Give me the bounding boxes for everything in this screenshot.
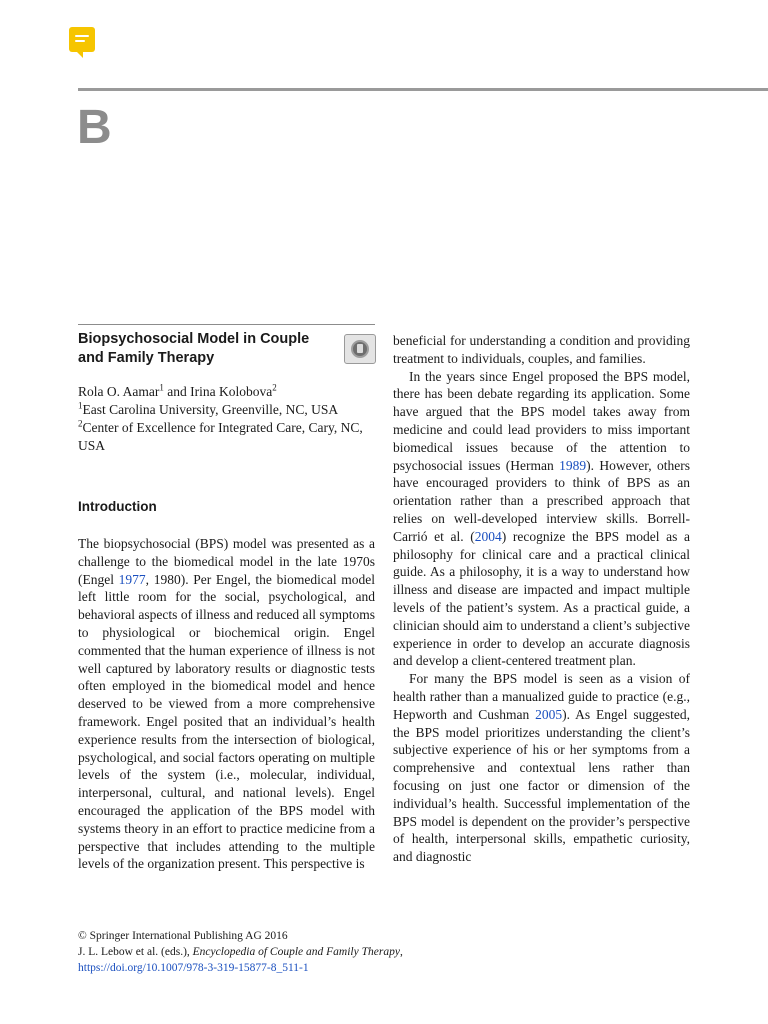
section-letter: B [77,101,112,154]
citation [78,944,498,960]
author-name: Irina Kolobova [190,384,273,399]
citation-link[interactable]: 1989 [559,457,587,473]
affiliation [78,419,378,455]
citation-link[interactable]: 1977 [118,571,146,587]
citation-link[interactable]: 2005 [535,706,563,722]
affiliation-text: Center of Excellence for Integrated Care, Cary, NC, USA [78,420,363,453]
affiliation-text: East Carolina University, Greenville, NC, USA [82,402,339,417]
affiliation [78,401,378,419]
paragraph-text: For many the BPS model is seen as a vision of health rather than a manualized guide to practice (e.g., Hepworth and Cushman [393,671,690,722]
citation-prefix: J. L. Lebow et al. (eds.), [78,946,193,958]
note-line [75,40,85,42]
author-joiner: and [163,384,191,399]
affiliation-sup: 1 [78,400,83,411]
section-heading: Introduction [78,499,157,514]
header-rule [78,88,768,91]
article-title: Biopsychosocial Model in Couple and Family Therapy [78,331,310,366]
author-name: Rola O. Aamar [78,384,160,399]
paragraph [393,670,690,866]
citation-title: Encyclopedia of Couple and Family Therapy [192,946,400,958]
right-column [393,332,690,866]
doi-link[interactable]: https://doi.org/10.1007/978-3-319-15877-8_511-1 [78,962,309,974]
paragraph-text: ). As Engel suggested, the BPS model prioritizes understanding the client’s subjective experience of his or her symptoms from a comprehensive and contextual lens rather than focusing on just one factor or dimension of the individual’s health. Successful implementation of the BPS model is dependent on the provider’s perspective of health, interpersonal skills, empathetic curiosity, and diagnostic [393,706,690,865]
copyright: © Springer International Publishing AG 2016 [78,930,288,942]
title-rule [78,324,375,325]
affiliation-sup: 2 [78,418,83,429]
footer [78,928,498,976]
comment-note-icon[interactable] [69,27,95,52]
paragraph [393,368,690,671]
citation-suffix: , [399,946,403,958]
left-column [78,535,375,873]
paragraph-text: In the years since Engel proposed the BPS model, there has been debate regarding its application. Some have argued that the BPS model takes away from medicine and could lead providers to miss important biomedical issues because of the attention to psychosocial issues (Herman [393,368,690,473]
citation-link[interactable]: 2004 [474,528,502,544]
author-block [78,383,378,455]
author-sup: 2 [272,382,277,393]
paragraph [78,535,375,873]
paragraph-text: , 1980). Per Engel, the biomedical model left little room for the social, psychological, and behavioral aspects of illness and reduced all symptoms to physiological or biochemical origin. Engel commented that the human experience of illness is not well captured by laboratory results or diagnostic tests often employed in the biomedical model and hence deserved to be viewed from a more comprehensive framework. Engel posited that an individual’s health experience results from the intersection of biological, psychological, and social factors operating on multiple levels of the system (i.e., molecular, individual, interpersonal, cultural, and national levels). Engel encouraged the application of the BPS model with systems theory in an effort to practice medicine from a perspective that includes attending to the multiple levels of the organization present. This perspective is [78,571,375,872]
note-line [75,35,89,37]
paragraph-text: The biopsychosocial (BPS) model was presented as a challenge to the biomedical model in the late 1970s (Engel [78,536,375,587]
author-sup: 1 [159,382,164,393]
note-tail [77,52,83,58]
paragraph-text: ). However, others have encouraged providers to think of BPS as an orientation rather than a prescribed approach that relies on well-developed interview skills. Borrell-Carrió et al. ( [393,457,690,544]
paragraph-text: ) recognize the BPS model as a philosophy for clinical care and a practical clinical guide. As a philosophy, it is a way to understand how illness and disease are impacted and impact multiple levels of the patient’s system. As a practical guide, a clinician should aim to understand a client’s subjective experience in order to develop an accurate diagnosis and develop a client-centered treatment plan. [393,528,690,669]
crossmark-bar [357,344,363,353]
author-line [78,383,378,401]
paragraph: beneficial for understanding a condition and providing treatment to individuals, couples, and families. [393,333,690,366]
crossmark-icon[interactable] [344,334,376,364]
